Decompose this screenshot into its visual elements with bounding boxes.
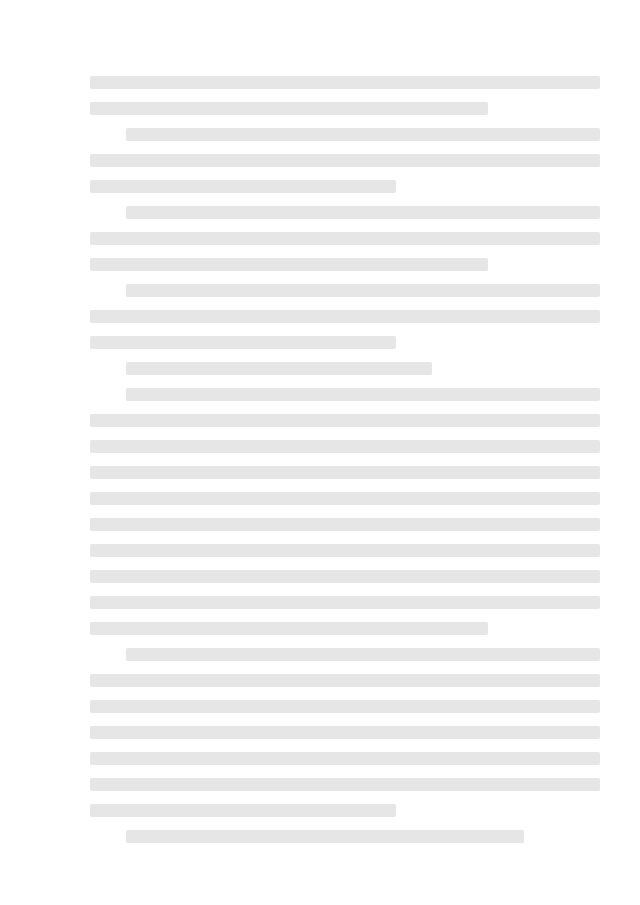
text-line [126,284,600,297]
text-line [90,518,600,531]
text-line [90,596,600,609]
text-line [90,570,600,583]
text-line [126,362,432,375]
text-line [90,492,600,505]
text-line [90,726,600,739]
text-line [126,128,600,141]
text-line [90,466,600,479]
text-line [90,76,600,89]
text-line [90,232,600,245]
text-line [90,414,600,427]
text-line [90,804,396,817]
text-line [90,440,600,453]
text-placeholder [90,76,600,843]
text-line [90,674,600,687]
text-line [90,544,600,557]
text-line [126,388,600,401]
text-line [90,622,488,635]
text-line [90,258,488,271]
text-line [126,830,524,843]
text-line [126,206,600,219]
text-line [90,180,396,193]
text-line [90,154,600,167]
text-line [90,752,600,765]
text-line [90,310,600,323]
text-line [90,102,488,115]
page-number [0,36,640,54]
text-line [90,778,600,791]
text-line [90,700,600,713]
text-line [90,336,396,349]
text-line [126,648,600,661]
